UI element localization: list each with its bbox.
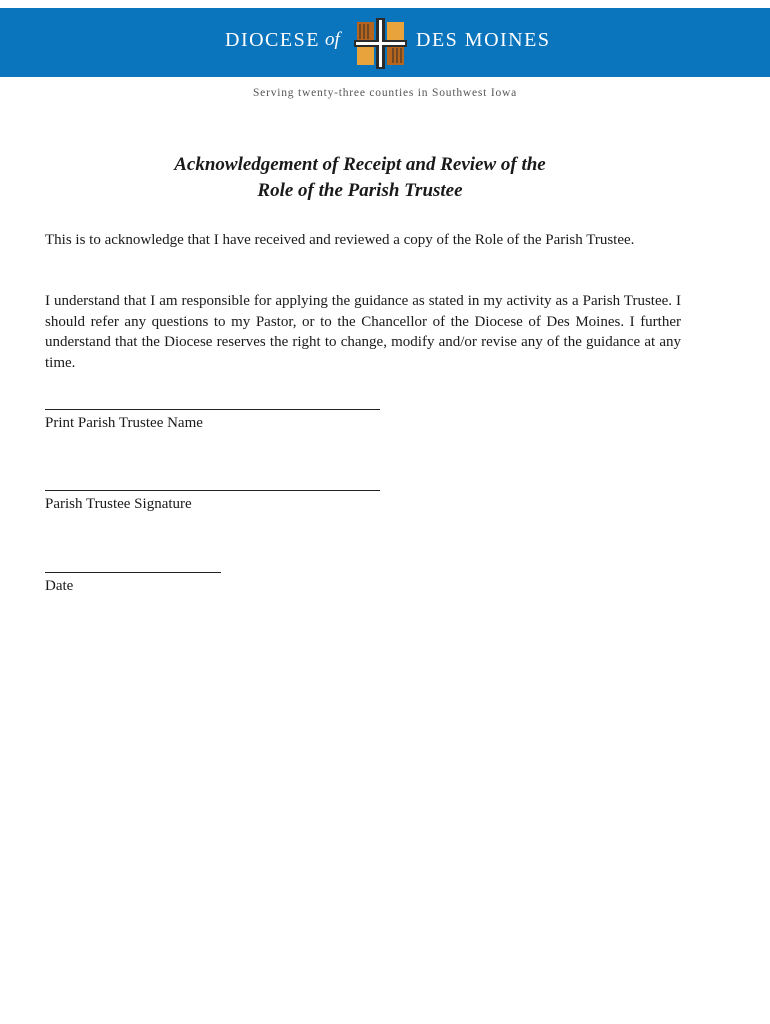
brand-name-right: DES MOINES — [416, 29, 551, 51]
date-label: Date — [45, 578, 74, 594]
print-name-line[interactable] — [45, 409, 380, 410]
signature-label: Parish Trustee Signature — [45, 496, 192, 512]
print-name-label: Print Parish Trustee Name — [45, 415, 203, 431]
document-title-line-1: Acknowledgement of Receipt and Review of the — [174, 154, 546, 175]
tagline: Serving twenty-three counties in Southwest Iowa — [252, 87, 518, 99]
signature-line[interactable] — [45, 490, 380, 491]
document-title-line-2: Role of the Parish Trustee — [257, 180, 463, 201]
date-line[interactable] — [45, 572, 221, 573]
diocese-cross-emblem-icon — [354, 18, 407, 69]
responsibility-paragraph: I understand that I am responsible for applying the guidance as stated in my activity as a Parish Trustee. I should refer any questions to my Pastor, or to the Chancellor of the Diocese of Des Moines. I further understand that the Diocese reserves the right to change, modify and/or revise any of the guidance at any time. — [45, 293, 681, 371]
document-title — [60, 152, 660, 204]
brand-name-of: of — [325, 29, 340, 50]
brand-name-left: DIOCESE — [225, 29, 320, 51]
acknowledgement-paragraph: This is to acknowledge that I have received and reviewed a copy of the Role of the Parish Trustee. — [45, 232, 635, 248]
